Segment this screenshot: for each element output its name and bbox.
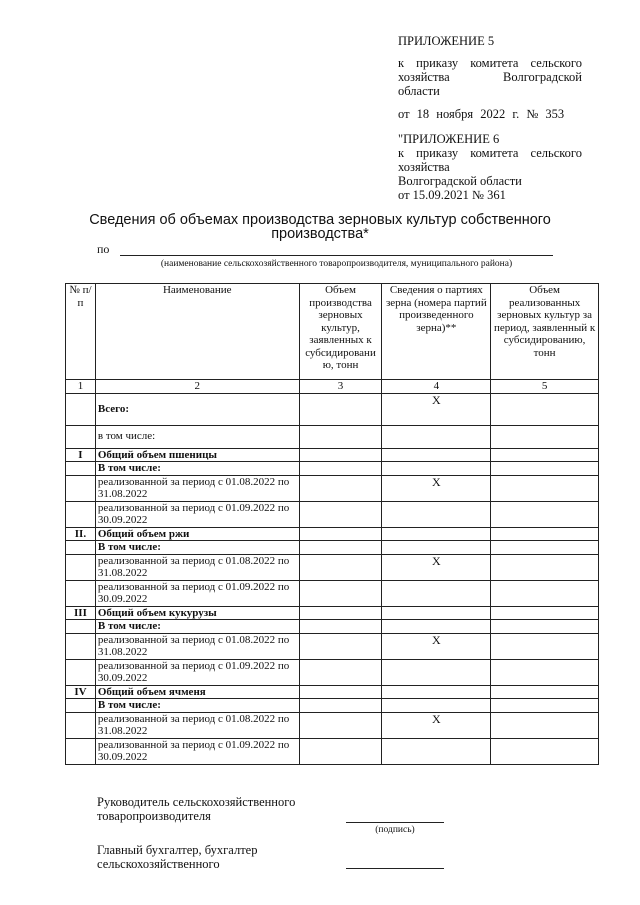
sub-row — [66, 462, 599, 476]
header-volume: Объем производства зерновых культур, заявленных к субсидировани ю, тонн — [299, 284, 382, 380]
col-number-3: 3 — [299, 380, 382, 394]
producer-name-line — [120, 255, 553, 256]
appendix-6-line2: хозяйства — [398, 160, 450, 174]
period-row — [66, 475, 599, 501]
accountant-signature-line — [346, 868, 444, 869]
period-label: реализованной за период с 01.09.2022 по 30.09.2022 — [95, 659, 299, 685]
head-line2: товаропроизводителя — [97, 809, 211, 823]
document-title-line2: производства* — [271, 226, 369, 242]
appendix-6-line3: Волгоградской области — [398, 174, 522, 188]
sub-label: В том числе: — [95, 699, 299, 713]
sub-row — [66, 541, 599, 555]
accountant-line1: Главный бухгалтер, бухгалтер — [97, 843, 258, 857]
accountant-line2: сельскохозяйственного — [97, 857, 220, 871]
appendix-5-title: ПРИЛОЖЕНИЕ 5 — [398, 34, 495, 48]
period-label: реализованной за период с 01.09.2022 по 30.09.2022 — [95, 738, 299, 764]
appendix-6-block — [398, 132, 582, 202]
header-num: № п/п — [66, 284, 96, 380]
sub-label: В том числе: — [95, 620, 299, 634]
sub-row — [66, 620, 599, 634]
appendix-6-date: от 15.09.2021 № 361 — [398, 188, 506, 202]
incl-row — [66, 425, 599, 448]
appendix-5-date: от 18 ноября 2022 г. № 353 — [398, 107, 565, 121]
document-title — [60, 213, 580, 241]
period-row — [66, 501, 599, 527]
period-row — [66, 738, 599, 764]
total-label: Всего: — [95, 393, 299, 425]
period-label: реализованной за период с 01.08.2022 по 31.08.2022 — [95, 712, 299, 738]
period-row — [66, 580, 599, 606]
total-row — [66, 393, 599, 425]
sub-row — [66, 699, 599, 713]
total-x: X — [382, 393, 491, 425]
header-name: Наименование — [95, 284, 299, 380]
period-x: X — [382, 554, 491, 580]
signature-caption: (подпись) — [375, 825, 415, 835]
period-label: реализованной за период с 01.09.2022 по 30.09.2022 — [95, 501, 299, 527]
section-name: Общий объем ржи — [95, 527, 299, 541]
head-line1: Руководитель сельскохозяйственного — [97, 795, 296, 809]
table-header-row — [66, 284, 599, 380]
appendix-6-title: "ПРИЛОЖЕНИЕ 6 — [398, 132, 500, 146]
incl-label: в том числе: — [95, 425, 299, 448]
section-name: Общий объем кукурузы — [95, 606, 299, 620]
period-label: реализованной за период с 01.08.2022 по 31.08.2022 — [95, 633, 299, 659]
section-num: I — [66, 448, 96, 462]
period-x: X — [382, 712, 491, 738]
section-row — [66, 448, 599, 462]
head-signature-line — [346, 822, 444, 823]
period-x: X — [382, 475, 491, 501]
section-name: Общий объем ячменя — [95, 685, 299, 699]
period-label: реализованной за период с 01.08.2022 по 31.08.2022 — [95, 554, 299, 580]
period-row — [66, 633, 599, 659]
accountant-signature-label — [97, 843, 257, 871]
period-x: X — [382, 633, 491, 659]
appendix-5-block — [398, 34, 582, 121]
period-label: реализованной за период с 01.09.2022 по 30.09.2022 — [95, 580, 299, 606]
period-row — [66, 659, 599, 685]
po-label: по — [97, 242, 110, 256]
col-number-2: 2 — [95, 380, 299, 394]
producer-name-caption: (наименование сельскохозяйственного товаропроизводителя, муниципального района) — [160, 259, 513, 269]
section-row — [66, 606, 599, 620]
section-row — [66, 527, 599, 541]
column-numbers-row — [66, 380, 599, 394]
section-name: Общий объем пшеницы — [95, 448, 299, 462]
period-label: реализованной за период с 01.08.2022 по 31.08.2022 — [95, 475, 299, 501]
section-row — [66, 685, 599, 699]
section-num: IV — [66, 685, 96, 699]
sub-label: В том числе: — [95, 462, 299, 476]
appendix-5-line2: хозяйства Волгоградской — [398, 70, 582, 84]
appendix-5-line1: к приказу комитета сельского — [398, 56, 582, 70]
period-row — [66, 554, 599, 580]
col-number-4: 4 — [382, 380, 491, 394]
col-number-5: 5 — [491, 380, 599, 394]
col-number-1: 1 — [66, 380, 96, 394]
document-title-line1: Сведения об объемах производства зерновых культур собственного — [89, 212, 551, 228]
head-signature-label — [97, 795, 295, 823]
sub-label: В том числе: — [95, 541, 299, 555]
period-row — [66, 712, 599, 738]
appendix-6-line1: к приказу комитета сельского — [398, 146, 582, 160]
production-table — [65, 283, 599, 765]
header-batches: Сведения о партиях зерна (номера партий произведенного зерна)** — [382, 284, 491, 380]
section-num: II. — [66, 527, 96, 541]
header-sold: Объем реализованных зерновых культур за период, заявленный к субсидированию, тонн — [491, 284, 599, 380]
section-num: III — [66, 606, 96, 620]
appendix-5-line3: области — [398, 84, 440, 98]
